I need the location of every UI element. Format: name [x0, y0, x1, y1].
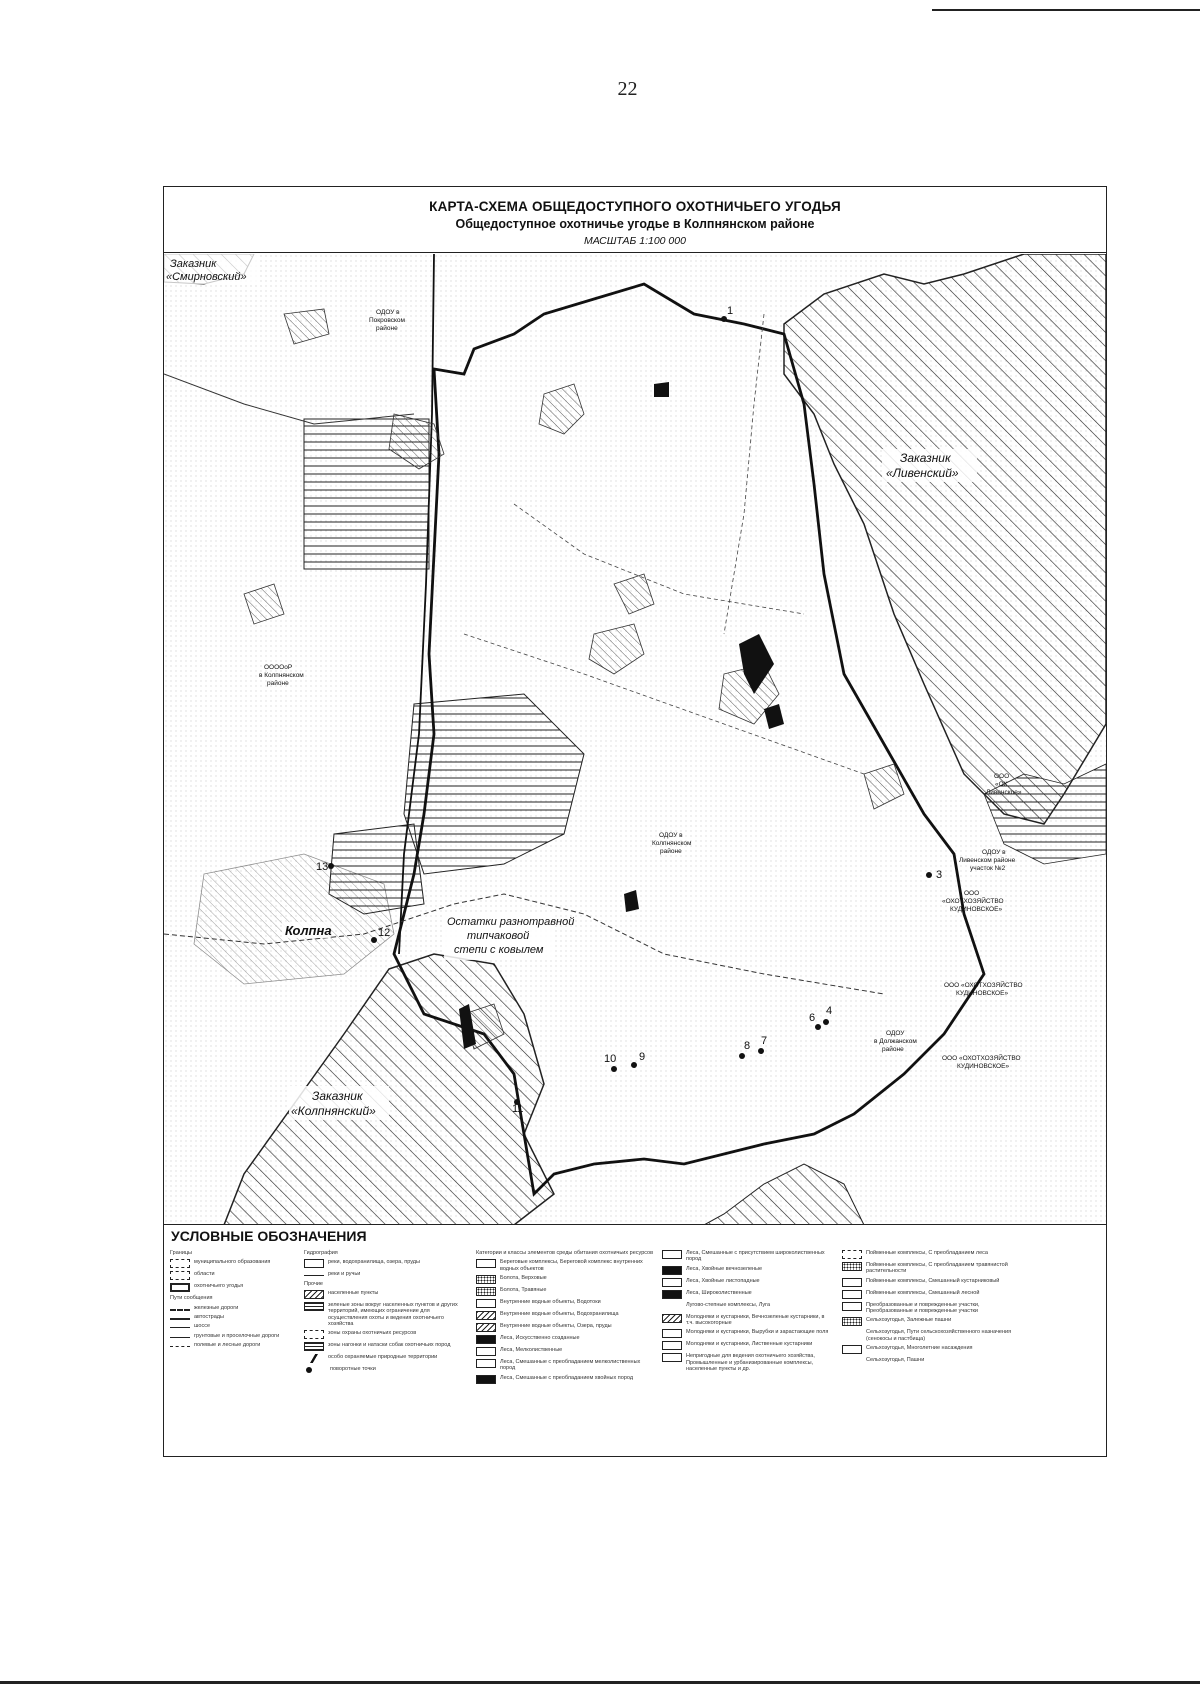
- legend-label: Леса, Хвойные вечнозеленые: [686, 1265, 763, 1272]
- legend-item: [662, 1250, 832, 1263]
- legend-item: [662, 1302, 832, 1311]
- legend-label: поворотные точки: [330, 1366, 376, 1373]
- legend-swatch: [842, 1357, 862, 1366]
- legend-label: зоны охраны охотничьих ресурсов: [328, 1330, 417, 1337]
- legend-item: [304, 1354, 469, 1363]
- map-title: КАРТА-СХЕМА ОБЩЕДОСТУПНОГО ОХОТНИЧЬЕГО УГОДЬЯ: [429, 199, 841, 214]
- legend-col-forests: [662, 1250, 832, 1375]
- legend-item: [842, 1262, 1022, 1275]
- legend-label: Леса, Мелколиственные: [500, 1346, 563, 1353]
- legend-swatch: [476, 1359, 496, 1368]
- legend-swatch: [304, 1302, 324, 1311]
- legend-item: [842, 1329, 1022, 1342]
- legend-swatch: [170, 1318, 190, 1320]
- legend-label: Леса, Искусственно созданные: [500, 1334, 580, 1341]
- point-label-6: 6: [809, 1012, 816, 1024]
- legend-item: [842, 1250, 1022, 1259]
- point-label-13: 13: [316, 861, 329, 873]
- label-kudinovskoe-b-1: ООО «ОХОТХОЗЯЙСТВО: [944, 982, 1023, 989]
- legend-item: [170, 1342, 300, 1348]
- legend-swatch: [304, 1290, 324, 1299]
- point-label-12: 12: [378, 927, 391, 939]
- legend-label: Лугово-степные комплексы, Луга: [686, 1301, 771, 1308]
- legend-swatch: [170, 1327, 190, 1328]
- label-ooo-ox-3: Ливенское»: [986, 789, 1022, 796]
- coniferous-forest-patch: [654, 382, 669, 397]
- legend-col-borders: [170, 1250, 300, 1351]
- point-label-8: 8: [744, 1040, 751, 1052]
- legend-item: [842, 1302, 1022, 1315]
- legend-swatch: [662, 1266, 682, 1275]
- point-label-9: 9: [639, 1051, 646, 1063]
- turn-point-3: [926, 872, 932, 878]
- legend-swatch: [842, 1250, 862, 1259]
- label-town-kolpna: Колпна: [285, 923, 332, 938]
- legend-item: [842, 1317, 1022, 1326]
- legend-label: железные дороги: [194, 1304, 239, 1311]
- map-frame: [163, 186, 1107, 1457]
- legend-item: [304, 1342, 469, 1351]
- legend-item: [170, 1271, 300, 1280]
- label-odou-dolzhansky-2: в Должанском: [874, 1038, 917, 1045]
- turn-point-10: [611, 1066, 617, 1072]
- label-steppe-line1: Остатки разнотравной: [447, 916, 575, 928]
- legend-label: особо охраняемые природные территории: [328, 1354, 438, 1361]
- legend-item: [662, 1353, 832, 1372]
- label-odou-dolzhansky-3: районе: [882, 1046, 904, 1053]
- legend-swatch: [476, 1287, 496, 1296]
- legend-label: полевые и лесные дороги: [194, 1341, 261, 1348]
- legend-item: [170, 1283, 300, 1292]
- turn-point-9: [631, 1062, 637, 1068]
- label-kudinovskoe-a-2: «ОХОТХОЗЯЙСТВО: [942, 898, 1004, 905]
- legend-item: [304, 1302, 469, 1327]
- label-odou-kolpnyansky-1: ОДОУ в: [659, 832, 683, 839]
- legend-item: [842, 1345, 1022, 1354]
- legend-swatch: [304, 1354, 324, 1363]
- legend-item: [476, 1275, 656, 1284]
- legend-label: области: [194, 1271, 215, 1278]
- legend-label: Внутренние водные объекты, Озера, пруды: [500, 1322, 612, 1329]
- legend-swatch: [476, 1311, 496, 1320]
- legend-swatch: [476, 1259, 496, 1268]
- label-odou-dolzhansky-1: ОДОУ: [886, 1030, 905, 1037]
- turn-point-6: [815, 1024, 821, 1030]
- legend-swatch: [476, 1335, 496, 1344]
- legend-label: Пойменные комплексы, Смешанный лесной: [866, 1289, 980, 1296]
- legend-col-hydro: [304, 1250, 469, 1376]
- label-kudinovskoe-a-3: КУДИНОВСКОЕ»: [950, 906, 1003, 913]
- label-reserve-kolpnyansky-name: «Колпнянский»: [291, 1104, 376, 1118]
- legend-swatch: [662, 1353, 682, 1362]
- point-label-11: 11: [512, 1103, 524, 1115]
- legend-swatch: [842, 1302, 862, 1311]
- legend-swatch: [304, 1275, 324, 1276]
- legend-swatch: [842, 1262, 862, 1271]
- map-scale: МАСШТАБ 1:100 000: [584, 235, 686, 247]
- legend-item: [476, 1299, 656, 1308]
- legend-label: Береговые комплексы, Береговой комплекс внутренних водных объектов: [500, 1259, 643, 1272]
- legend-head-borders: Границы: [170, 1250, 192, 1256]
- legend-label: Непригодные для ведения охотничьего хозяйства, Промышленные и урбанизированные комплексы, населенные пункты и др.: [686, 1353, 815, 1372]
- legend-label: Леса, Смешанные с преобладанием хвойных пород: [500, 1374, 634, 1381]
- legend-swatch: [662, 1290, 682, 1299]
- legend-item: [476, 1347, 656, 1356]
- legend-item: [304, 1290, 469, 1299]
- legend-head-roads: Пути сообщения: [170, 1295, 213, 1302]
- label-odou-livensky-3: участок №2: [970, 865, 1006, 872]
- point-label-7: 7: [761, 1035, 768, 1047]
- map-area: [164, 254, 1106, 1225]
- page-number: 22: [617, 78, 638, 100]
- legend-item: [662, 1290, 832, 1299]
- legend-label: Молодняки и кустарники, Вырубки и зарастающие поля: [686, 1329, 829, 1336]
- legend-item: [170, 1305, 300, 1311]
- label-odou-livensky-1: ОДОУ в: [982, 849, 1006, 856]
- legend-head-hydro: Гидрография: [304, 1250, 338, 1256]
- label-oooo-3: районе: [267, 680, 289, 687]
- label-ooo-ox-1: ООО: [994, 773, 1010, 780]
- legend-label: Пойменные комплексы, Смешанный кустарниковый: [866, 1277, 1000, 1284]
- legend-swatch: [842, 1317, 862, 1326]
- label-ooo-ox-2: «ОХ: [995, 781, 1008, 788]
- label-reserve-kolpnyansky: Заказник: [312, 1089, 363, 1103]
- map-subtitle: Общедоступное охотничье угодье в Колпнянском районе: [455, 217, 815, 231]
- legend-item: [170, 1323, 300, 1329]
- legend-item: [662, 1341, 832, 1350]
- legend-item: [304, 1271, 469, 1277]
- legend-swatch: [170, 1309, 190, 1311]
- legend-swatch: [662, 1250, 682, 1259]
- legend-swatch: [476, 1299, 496, 1308]
- legend-item: [476, 1259, 656, 1272]
- legend-swatch: [662, 1314, 682, 1323]
- legend-label: Сельхозугодья, Многолетние насаждения: [866, 1344, 973, 1351]
- legend-col-categories: [476, 1250, 656, 1387]
- legend-swatch: [662, 1329, 682, 1338]
- legend-item: [304, 1259, 469, 1268]
- legend-label: Пойменные комплексы, С преобладанием травянистой растительности: [866, 1262, 1008, 1275]
- legend-swatch: [476, 1347, 496, 1356]
- label-reserve-smirnovsky-name: «Смирновский»: [166, 271, 247, 283]
- legend-label: Преобразованные и поврежденные участки, Преобразованные и поврежденные участки: [866, 1301, 980, 1314]
- label-kudinovskoe-b-2: КУДИНОВСКОЕ»: [956, 990, 1009, 997]
- map-svg: [164, 254, 1106, 1225]
- point-label-3: 3: [936, 869, 943, 881]
- legend-swatch: [842, 1329, 862, 1338]
- legend-item: [842, 1290, 1022, 1299]
- legend-label: Внутренние водные объекты, Водохранилища: [500, 1310, 619, 1317]
- legend-head-categories: Категории и классы элементов среды обитания охотничьих ресурсов: [476, 1250, 654, 1256]
- label-odou-livensky-2: Ливенском районе: [959, 857, 1016, 864]
- legend-label: автострады: [194, 1313, 224, 1320]
- legend-label: Молодняки и кустарники, Вечнозеленые кустарники, в т.ч. высокогорные: [686, 1313, 825, 1326]
- legend-label: Леса, Смешанные с преобладанием мелколиственных пород: [500, 1358, 641, 1372]
- legend-label: Леса, Широколиственные: [686, 1289, 752, 1296]
- legend-label: муниципального образования: [194, 1259, 271, 1266]
- legend-label: Сельхозугодья, Пути сельскохозяйственного назначения (сенокосы и пастбища): [866, 1329, 1012, 1342]
- label-steppe-line2: типчаковой: [467, 930, 530, 942]
- label-kudinovskoe-c-2: КУДИНОВСКОЕ»: [957, 1063, 1010, 1070]
- label-reserve-livensky-name: «Ливенский»: [886, 466, 959, 480]
- turn-point-12: [371, 937, 377, 943]
- legend-item: [170, 1314, 300, 1320]
- label-odou-pokrovsky-2: Покровском: [369, 317, 405, 324]
- legend-item: [476, 1375, 656, 1384]
- legend-item: [170, 1259, 300, 1268]
- legend-item: [842, 1278, 1022, 1287]
- legend-swatch: [842, 1278, 862, 1287]
- legend-label: Сельхозугодья, Пашни: [866, 1356, 925, 1363]
- legend-item: [662, 1266, 832, 1275]
- legend-label: Леса, Хвойные листопадные: [686, 1277, 760, 1284]
- point-label-4: 4: [826, 1005, 833, 1017]
- scan-top-rule: [932, 9, 1200, 11]
- label-reserve-smirnovsky: Заказник: [170, 258, 217, 270]
- legend-col-floodplain: [842, 1250, 1022, 1369]
- legend-label: Внутренние водные объекты, Водотоки: [500, 1298, 601, 1305]
- legend-swatch: [662, 1302, 682, 1311]
- legend-swatch: [304, 1259, 324, 1268]
- legend-label: шоссе: [194, 1323, 211, 1330]
- legend-swatch: [476, 1323, 496, 1332]
- legend-label: грунтовые и проселочные дороги: [194, 1332, 280, 1339]
- legend-swatch: [304, 1342, 324, 1351]
- map-header: [164, 187, 1106, 253]
- turn-point-4: [823, 1019, 829, 1025]
- legend-label: населенные пункты: [328, 1289, 379, 1296]
- legend-swatch: [306, 1367, 312, 1373]
- legend-label: зеленые зоны вокруг населенных пунктов и других территорий, имеющих ограничение для осуществления охоты и ведения охотничьего хозяйства: [328, 1301, 458, 1327]
- legend-swatch: [170, 1271, 190, 1280]
- label-odou-kolpnyansky-3: районе: [660, 848, 682, 855]
- legend-title: УСЛОВНЫЕ ОБОЗНАЧЕНИЯ: [171, 1228, 367, 1244]
- legend-swatch: [170, 1346, 190, 1347]
- legend-swatch: [842, 1345, 862, 1354]
- legend-head-other: Прочие: [304, 1280, 323, 1287]
- label-kudinovskoe-c-1: ООО «ОХОТХОЗЯЙСТВО: [942, 1055, 1021, 1062]
- legend-item: [476, 1335, 656, 1344]
- label-odou-kolpnyansky-2: Колпнянском: [652, 840, 692, 847]
- point-label-1: 1: [727, 305, 734, 317]
- legend-label: реки, водохранилища, озера, пруды: [328, 1259, 420, 1266]
- legend-item: [476, 1323, 656, 1332]
- turn-point-7: [758, 1048, 764, 1054]
- label-steppe-line3: степи с ковылем: [454, 944, 544, 956]
- scan-bottom-rule: [0, 1681, 1200, 1684]
- label-kudinovskoe-a-1: ООО: [964, 890, 980, 897]
- legend-item: [476, 1359, 656, 1372]
- legend-swatch: [170, 1259, 190, 1268]
- legend-label: охотничьего угодья: [194, 1283, 244, 1290]
- legend-item: [662, 1278, 832, 1287]
- turn-point-13: [328, 863, 334, 869]
- legend-swatch: [662, 1341, 682, 1350]
- legend-item: [842, 1357, 1022, 1366]
- label-oooo-2: в Колпнянском: [259, 672, 304, 679]
- legend-item: [304, 1366, 469, 1373]
- label-odou-pokrovsky-3: районе: [376, 325, 398, 332]
- legend-label: Болота, Верховые: [500, 1274, 547, 1281]
- legend-item: [476, 1311, 656, 1320]
- point-label-10: 10: [604, 1053, 617, 1065]
- legend-item: [476, 1287, 656, 1296]
- label-odou-pokrovsky-1: ОДОУ в: [376, 309, 400, 316]
- legend-label: Сельхозугодья, Залежные пашни: [866, 1317, 952, 1324]
- legend-swatch: [304, 1330, 324, 1339]
- legend: [164, 1224, 1106, 1457]
- legend-label: реки и ручьи: [328, 1271, 361, 1278]
- legend-item: [170, 1333, 300, 1339]
- legend-label: Леса, Смешанные с присутствием широколиственных пород: [686, 1250, 825, 1263]
- label-reserve-livensky: Заказник: [900, 451, 951, 465]
- legend-swatch: [476, 1275, 496, 1284]
- legend-label: Пойменные комплексы, С преобладанием леса: [866, 1250, 988, 1256]
- turn-point-8: [739, 1053, 745, 1059]
- legend-swatch: [170, 1337, 190, 1338]
- legend-item: [662, 1329, 832, 1338]
- legend-item: [662, 1314, 832, 1327]
- legend-swatch: [662, 1278, 682, 1287]
- legend-label: Молодняки и кустарники, Лиственные кустарники: [686, 1341, 813, 1348]
- label-oooo-1: ООООоР: [264, 664, 293, 671]
- legend-label: зоны нагонки и натаски собак охотничьих пород: [328, 1342, 451, 1349]
- legend-swatch: [842, 1290, 862, 1299]
- legend-swatch: [476, 1375, 496, 1384]
- legend-item: [304, 1330, 469, 1339]
- legend-swatch: [170, 1283, 190, 1292]
- legend-label: Болота, Травяные: [500, 1286, 547, 1293]
